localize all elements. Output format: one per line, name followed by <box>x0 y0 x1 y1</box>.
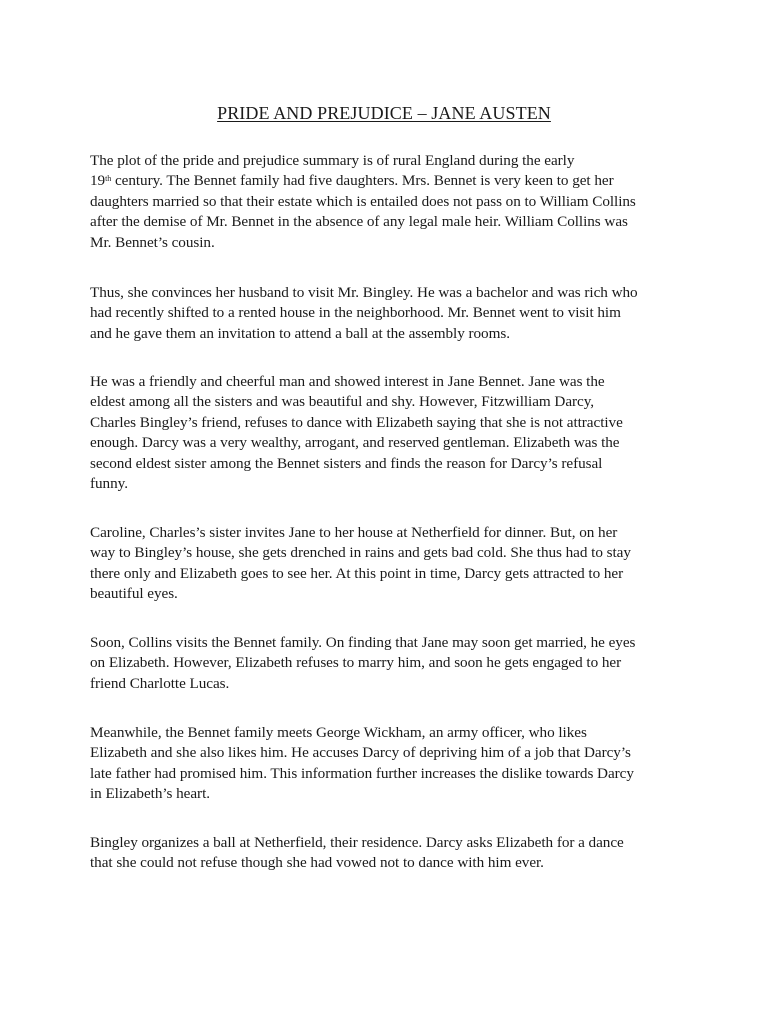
paragraph-line: friend Charlotte Lucas. <box>90 674 230 692</box>
paragraph-line: Soon, Collins visits the Bennet family. On finding that Jane may soon get married, he eyes <box>90 634 636 651</box>
paragraph-line: late father had promised him. This information further increases the dislike towards Darcy <box>90 764 634 782</box>
paragraph-1 <box>90 151 690 253</box>
paragraph-5 <box>90 633 690 694</box>
paragraph-3 <box>90 372 690 494</box>
paragraph-line: eldest among all the sisters and was beautiful and shy. However, Fitzwilliam Darcy, <box>90 393 595 411</box>
paragraph-2 <box>90 283 690 344</box>
paragraph-line: century. The Bennet family had five daughters. Mrs. Bennet is very keen to get her <box>111 172 614 190</box>
paragraph-line: Charles Bingley’s friend, refuses to dance with Elizabeth saying that she is not attractive <box>90 413 623 431</box>
paragraph-line: on Elizabeth. However, Elizabeth refuses to marry him, and soon he gets engaged to her <box>90 654 622 672</box>
paragraph-7 <box>90 833 690 874</box>
paragraph-line: there only and Elizabeth goes to see her. At this point in time, Darcy gets attracted to her <box>90 564 624 582</box>
century-number: 19 <box>90 172 106 190</box>
paragraph-line: Bingley organizes a ball at Netherfield, their residence. Darcy asks Elizabeth for a dance <box>90 834 624 851</box>
paragraph-line: second eldest sister among the Bennet sisters and finds the reason for Darcy’s refusal <box>90 454 603 472</box>
paragraph-4 <box>90 523 690 605</box>
century-suffix: th <box>105 174 112 184</box>
paragraph-line: that she could not refuse though she had vowed not to dance with him ever. <box>90 854 544 872</box>
paragraph-line: Elizabeth and she also likes him. He accuses Darcy of depriving him of a job that Darcy’s <box>90 744 631 762</box>
paragraph-line: daughters married so that their estate which is entailed does not pass on to William Collins <box>90 192 636 210</box>
paragraph-line: Thus, she convinces her husband to visit Mr. Bingley. He was a bachelor and was rich who <box>90 284 638 301</box>
paragraph-line: had recently shifted to a rented house in the neighborhood. Mr. Bennet went to visit him <box>90 304 621 322</box>
paragraph-line: and he gave them an invitation to attend a ball at the assembly rooms. <box>90 324 510 342</box>
paragraph-line: Meanwhile, the Bennet family meets George Wickham, an army officer, who likes <box>90 724 587 741</box>
paragraph-line: in Elizabeth’s heart. <box>90 785 210 803</box>
paragraph-line: enough. Darcy was a very wealthy, arrogant, and reserved gentleman. Elizabeth was the <box>90 434 620 452</box>
paragraph-6 <box>90 723 690 805</box>
paragraph-line: The plot of the pride and prejudice summary is of rural England during the early <box>90 152 575 169</box>
paragraph-line: Caroline, Charles’s sister invites Jane to her house at Netherfield for dinner. But, on her <box>90 524 618 541</box>
document-title: PRIDE AND PREJUDICE – JANE AUSTEN <box>217 103 551 123</box>
paragraph-line: way to Bingley’s house, she gets drenched in rains and gets bad cold. She thus had to stay <box>90 544 631 562</box>
paragraph-line: after the demise of Mr. Bennet in the absence of any legal male heir. William Collins was <box>90 213 628 231</box>
paragraph-line: He was a friendly and cheerful man and showed interest in Jane Bennet. Jane was the <box>90 373 605 390</box>
paragraph-line: Mr. Bennet’s cousin. <box>90 233 215 251</box>
paragraph-line: funny. <box>90 475 128 493</box>
paragraph-line: beautiful eyes. <box>90 585 178 603</box>
